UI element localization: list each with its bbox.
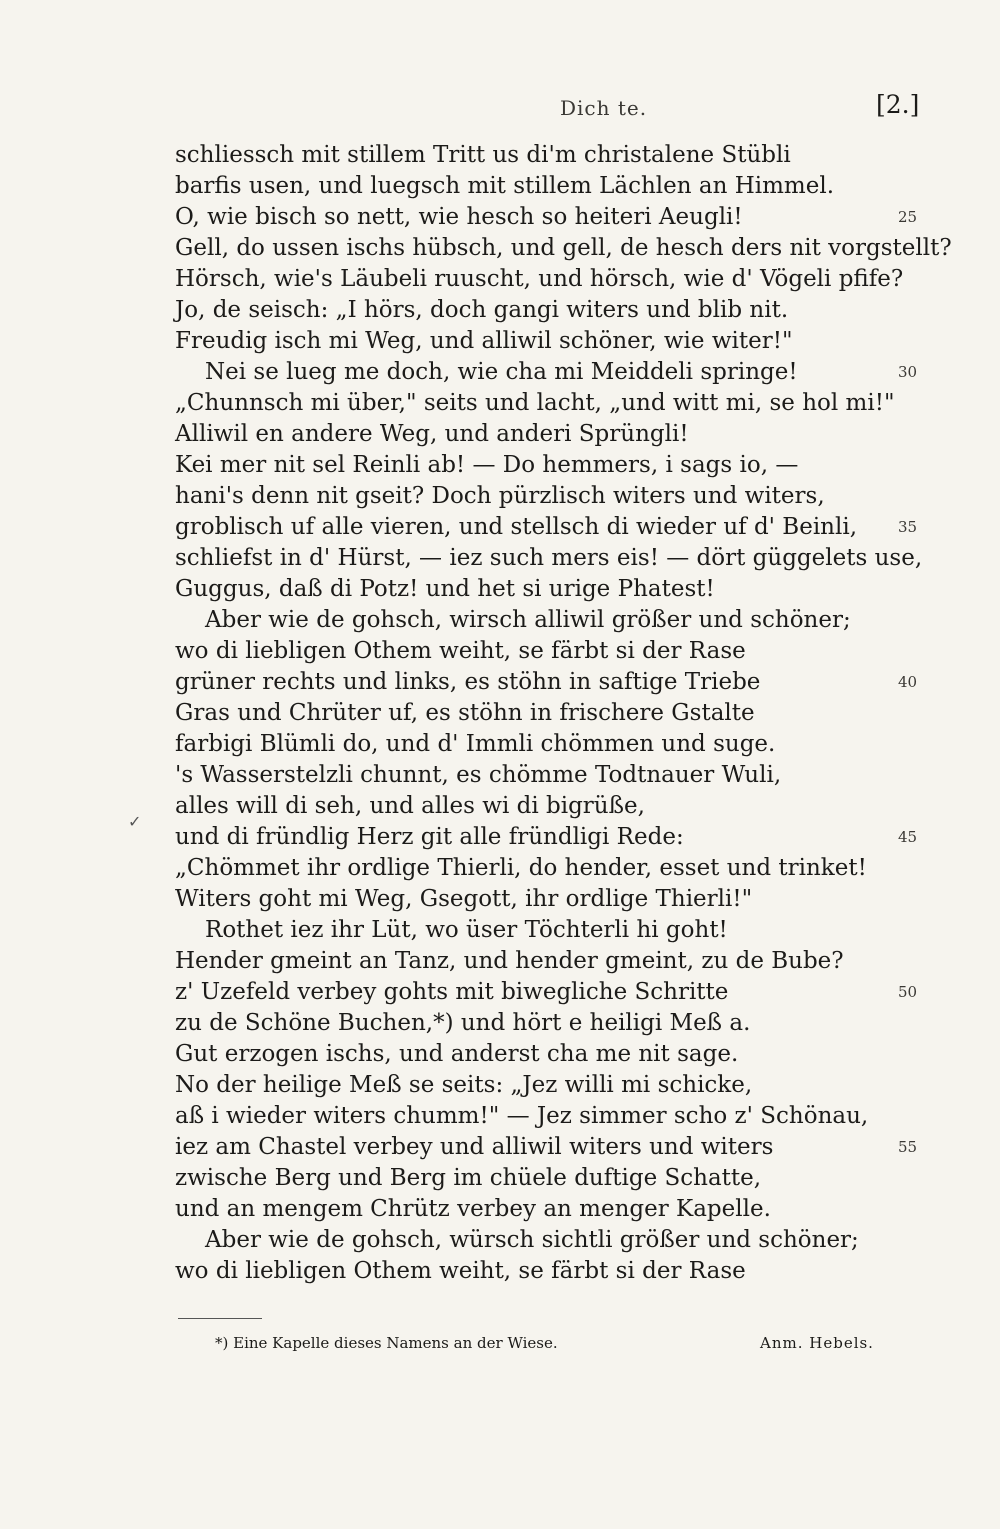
verse-line [175,946,865,977]
line-number: 25 [898,208,918,226]
verse-line-text: z' Uzefeld verbey gohts mit biwegliche Schritte [175,979,729,1005]
verse-line-text: Gut erzogen ischs, und anderst cha me nit sage. [175,1041,739,1067]
verse-line [175,667,918,698]
line-number: 30 [898,363,918,381]
verse-line [175,357,918,388]
verse-line [175,698,865,729]
verse-line-text: hani's denn nit gseit? Doch pürzlisch witers und witers, [175,483,825,509]
verse-line-text: „Chunnsch mi über," seits und lacht, „und witt mi, se hol mi!" [175,390,895,416]
verse-line-text: wo di liebligen Othem weiht, se färbt si der Rase [175,638,746,664]
verse-line-text: Rothet iez ihr Lüt, wo üser Töchterli hi goht! [205,917,728,943]
verse-line-text: barfis usen, und luegsch mit stillem Lächlen an Himmel. [175,173,835,199]
verse-line [175,419,865,450]
verse-line [175,512,918,543]
verse-line [175,1008,865,1039]
line-number: 40 [898,673,918,691]
verse-line-text: Freudig isch mi Weg, und alliwil schöner, wie witer!" [175,328,793,354]
verse-line [175,636,865,667]
verse-line [175,822,918,853]
verse-line-text: groblisch uf alle vieren, und stellsch di wieder uf d' Beinli, [175,514,858,540]
verse-line [175,326,865,357]
verse-line [175,450,865,481]
verse-line [175,1070,865,1101]
verse-line-text: No der heilige Meß se seits: „Jez willi mi schicke, [175,1072,753,1098]
verse-line [175,915,865,946]
verse-line [175,884,865,915]
verse-line-text: aß i wieder witers chumm!" — Jez simmer scho z' Schönau, [175,1103,869,1129]
verse-line-text: wo di liebligen Othem weiht, se färbt si der Rase [175,1258,746,1284]
line-number: 45 [898,828,918,846]
verse-line-text: Gras und Chrüter uf, es stöhn in frischere Gstalte [175,700,755,726]
verse-line-text: Kei mer nit sel Reinli ab! — Do hemmers, i sags io, — [175,452,799,478]
verse-line-text: Aber wie de gohsch, wirsch alliwil größer und schöner; [205,607,851,633]
verse-line [175,543,923,574]
verse-line [175,791,865,822]
page-number: [2.] [876,90,920,119]
verse-line [175,574,865,605]
verse-line [175,1163,865,1194]
verse-line [175,202,918,233]
verse-line-text: und di fründlig Herz git alle fründligi Rede: [175,824,684,850]
verse-line-text: „Chömmet ihr ordlige Thierli, do hender, esset und trinket! [175,855,867,881]
verse-line [175,1256,865,1287]
verse-line-text: zwische Berg und Berg im chüele duftige Schatte, [175,1165,762,1191]
verse-text [175,140,952,1287]
verse-line [175,481,865,512]
verse-line-text: Aber wie de gohsch, würsch sichtli größer und schöner; [205,1227,859,1253]
verse-line [175,388,895,419]
verse-line [175,264,904,295]
verse-line-text: grüner rechts und links, es stöhn in saftige Triebe [175,669,761,695]
verse-line [175,295,865,326]
verse-line [175,1039,865,1070]
footnote-rule [178,1318,262,1319]
verse-line-text: Jo, de seisch: „I hörs, doch gangi witers und blib nit. [175,297,789,323]
verse-line-text: Gell, do ussen ischs hübsch, und gell, de hesch ders nit vorgstellt? [175,235,952,261]
verse-line [175,1194,865,1225]
verse-line-text: zu de Schöne Buchen,*) und hört e heiligi Meß a. [175,1010,751,1036]
running-header: Dich te. [560,96,648,120]
verse-line [175,1132,918,1163]
verse-line-text: O, wie bisch so nett, wie hesch so heiteri Aeugli! [175,204,743,230]
verse-line [175,729,865,760]
verse-line [175,977,918,1008]
line-number: 35 [898,518,918,536]
verse-line-text: Guggus, daß di Potz! und het si urige Phatest! [175,576,715,602]
verse-line-text: iez am Chastel verbey und alliwil witers und witers [175,1134,774,1160]
verse-line [175,1101,869,1132]
verse-line-text: Witers goht mi Weg, Gsegott, ihr ordlige Thierli!" [175,886,753,912]
verse-line [175,171,865,202]
verse-line-text: alles will di seh, und alles wi di bigrüße, [175,793,645,819]
verse-line [175,605,865,636]
margin-mark: ✓ [128,812,142,831]
verse-line-text: 's Wasserstelzli chunnt, es chömme Todtnauer Wuli, [175,762,782,788]
verse-line-text: Hender gmeint an Tanz, und hender gmeint, zu de Bube? [175,948,844,974]
verse-line [175,1225,865,1256]
footnote-attribution: Anm. Hebels. [760,1334,874,1352]
verse-line-text: Nei se lueg me doch, wie cha mi Meiddeli springe! [205,359,798,385]
verse-line-text: und an mengem Chrütz verbey an menger Kapelle. [175,1196,771,1222]
verse-line [175,140,865,171]
verse-line-text: Alliwil en andere Weg, und anderi Sprüngli! [175,421,689,447]
line-number: 55 [898,1138,918,1156]
verse-line [175,760,865,791]
footnote-text: *) Eine Kapelle dieses Namens an der Wiese. [215,1334,558,1352]
verse-line [175,233,952,264]
verse-line-text: farbigi Blümli do, und d' Immli chömmen und suge. [175,731,776,757]
verse-line-text: schliefst in d' Hürst, — iez such mers eis! — dört güggelets use, [175,545,923,571]
verse-line-text: schliessch mit stillem Tritt us di'm christalene Stübli [175,142,791,168]
verse-line [175,853,865,884]
verse-line-text: Hörsch, wie's Läubeli ruuscht, und hörsch, wie d' Vögeli pfife? [175,266,904,292]
line-number: 50 [898,983,918,1001]
